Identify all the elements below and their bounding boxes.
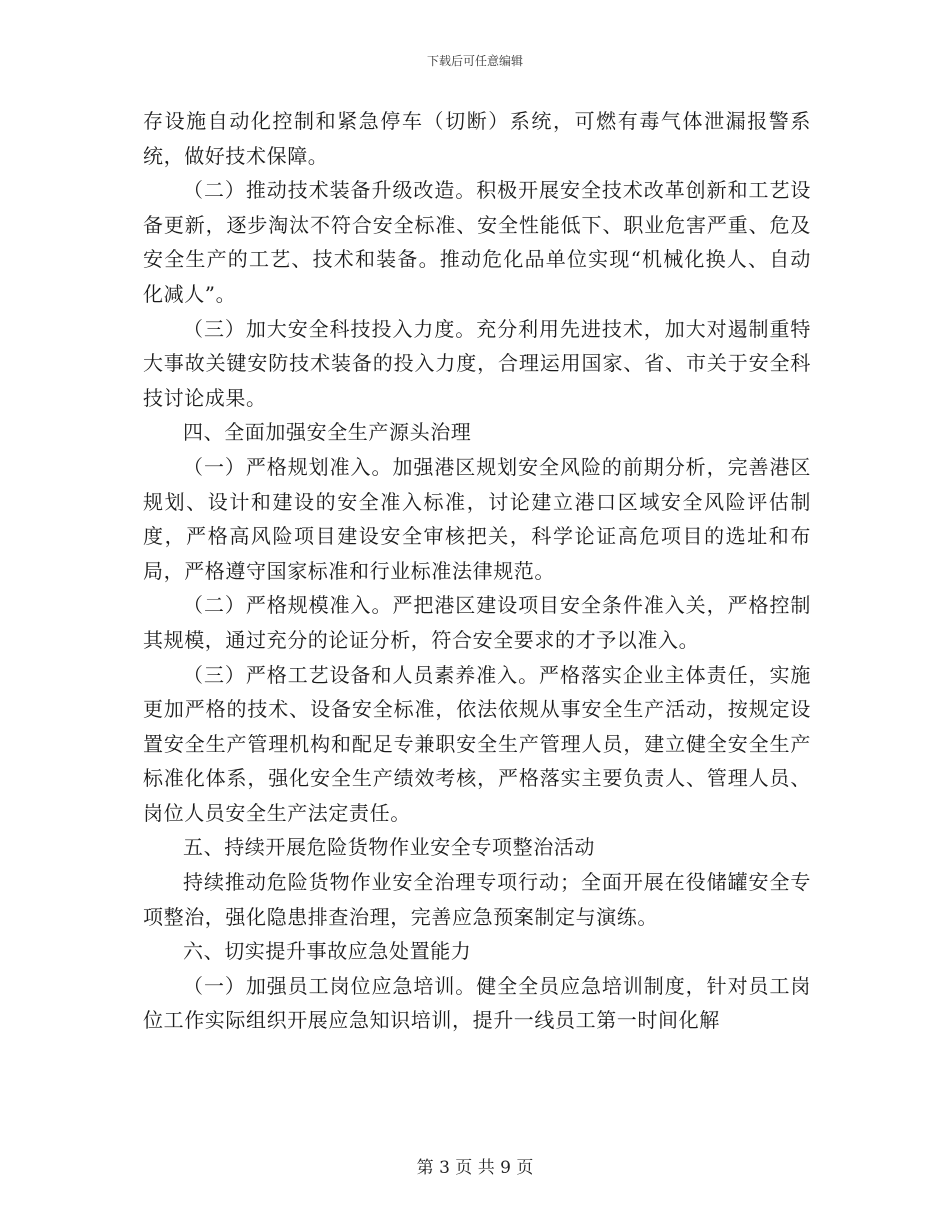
paragraph-tech-upgrade: （二）推动技术装备升级改造。积极开展安全技术改革创新和工艺设备更新，逐步淘汰不符合安全标准、安全性能低下、职业危害严重、危及安全生产的工艺、技术和装备。推动危化品单位实现“机械化换人、自动化减人”。 [143,178,811,306]
paragraph-continuation: 存设施自动化控制和紧急停车（切断）系统，可燃有毒气体泄漏报警系统，做好技术保障。 [143,109,811,168]
paragraph-process-personnel-access: （三）严格工艺设备和人员素养准入。严格落实企业主体责任，实施更加严格的技术、设备安全标准，依法依规从事安全生产活动，按规定设置安全生产管理机构和配足专兼职安全生产管理人员，建立健全安全生产标准化体系，强化安全生产绩效考核，严格落实主要负责人、管理人员、岗位人员安全生产法定责任。 [143,662,811,825]
paragraph-emergency-training: （一）加强员工岗位应急培训。健全全员应急培训制度，针对员工岗位工作实际组织开展应急知识培训，提升一线员工第一时间化解 [143,973,811,1033]
section-heading-5: 五、持续开展危险货物作业安全专项整治活动 [183,835,595,860]
paragraph-planning-access: （一）严格规划准入。加强港区规划安全风险的前期分析，完善港区规划、设计和建设的安全准入标准，讨论建立港口区域安全风险评估制度，严格高风险项目建设安全审核把关，科学论证高危项目的选址和布局，严格遵守国家标准和行业标准法律规范。 [143,454,811,583]
paragraph-tech-investment: （三）加大安全科技投入力度。充分利用先进技术，加大对遏制重特大事故关键安防技术装备的投入力度，合理运用国家、省、市关于安全科技讨论成果。 [143,316,811,410]
page-header: 下载后可任意编辑 [426,54,523,68]
section-heading-6: 六、切实提升事故应急处置能力 [183,939,472,964]
section-heading-4: 四、全面加强安全生产源头治理 [183,420,472,445]
page-footer: 第 3 页 共 9 页 [416,1158,534,1178]
document-body [143,104,811,1038]
paragraph-special-rectification: 持续推动危险货物作业安全治理专项行动；全面开展在役储罐安全专项整治，强化隐患排查治理，完善应急预案制定与演练。 [143,870,811,929]
paragraph-scale-access: （二）严格规模准入。严把港区建设项目安全条件准入关，严格控制其规模，通过充分的论证分析，符合安全要求的才予以准入。 [143,593,811,652]
